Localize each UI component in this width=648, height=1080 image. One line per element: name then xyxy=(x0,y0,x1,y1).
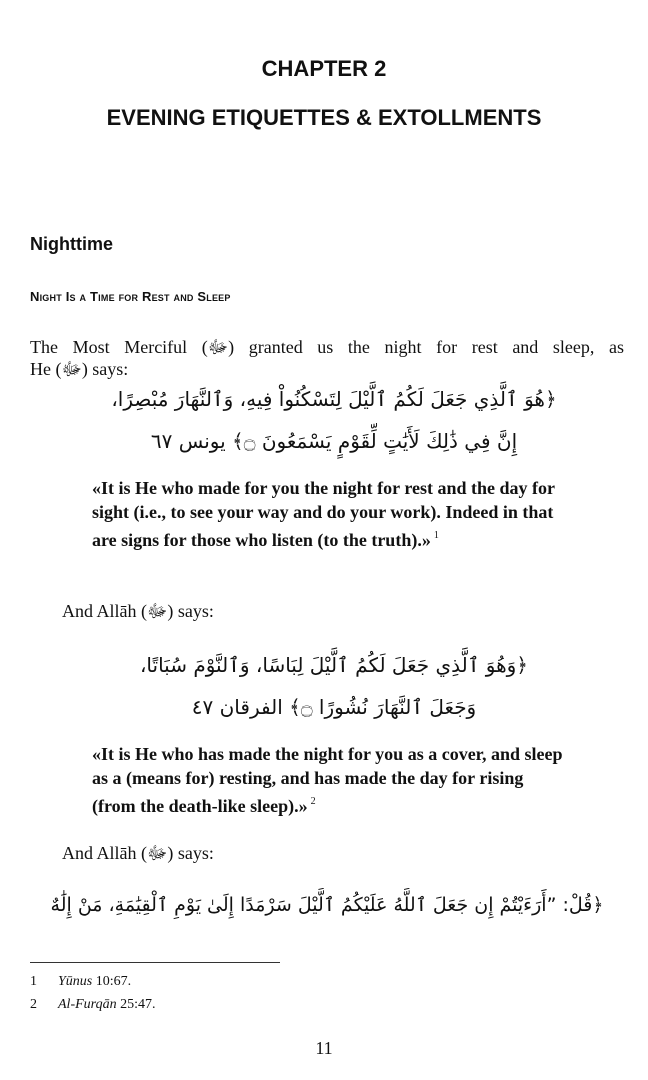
says-line-2: And Allāh (ﷻ) says: xyxy=(62,601,214,621)
footnote-divider xyxy=(30,962,280,963)
verse2-arabic-line-1: ﴿وَهُوَ ٱلَّذِي جَعَلَ لَكُمُ ٱلَّيْلَ لِبَاسًا، وَٱلنَّوْمَ سُبَاتًا، xyxy=(139,653,529,677)
intro-paragraph xyxy=(30,336,624,380)
verse1-arabic-line-2: إِنَّ فِي ذَٰلِكَ لَأَيَٰتٍ لِّقَوْمٍ يَسْمَعُونَ ۝﴾ يونس ٦٧ xyxy=(150,429,518,453)
verse1-translation-text: «It is He who made for you the night for rest and the day for sight (i.e., to see your way and do your work). Indeed in that are signs for those who listen (to the truth).» xyxy=(92,478,555,550)
footnote-2-source: Al-Furqān xyxy=(58,997,117,1012)
footnote-1-number: 1 xyxy=(30,974,37,989)
intro-line-2: He (ﷻ) says: xyxy=(30,359,129,379)
page-number: 11 xyxy=(315,1038,333,1058)
chapter-number: CHAPTER 2 xyxy=(261,56,387,81)
chapter-title: EVENING ETIQUETTES & EXTOLLMENTS xyxy=(106,105,542,130)
verse1-arabic-line-1: ﴿هُوَ ٱلَّذِي جَعَلَ لَكُمُ ٱلَّيْلَ لِتَسْكُنُواْ فِيهِ، وَٱلنَّهَارَ مُبْصِرًا، xyxy=(111,387,557,411)
footnote-1 xyxy=(30,974,131,990)
footnote-ref-2[interactable]: 2 xyxy=(310,796,316,807)
footnote-1-ref: 10:67. xyxy=(92,974,132,989)
subsection-title: Night Is a Time for Rest and Sleep xyxy=(30,289,231,304)
footnote-2-ref: 25:47. xyxy=(116,997,156,1012)
says-line-3: And Allāh (ﷻ) says: xyxy=(62,843,214,863)
verse1-translation xyxy=(92,476,564,552)
footnote-ref-1[interactable]: 1 xyxy=(433,530,439,541)
footnote-2-number: 2 xyxy=(30,997,37,1012)
verse2-arabic-line-2: وَجَعَلَ ٱلنَّهَارَ نُشُورًا ۝﴾ الفرقان ٤٧ xyxy=(191,695,477,719)
verse3-arabic-line-1: ﴿قُلْ: ”أَرَءَيْتُمْ إِن جَعَلَ ٱللَّهُ عَلَيْكُمُ ٱلَّيْلَ سَرْمَدًا إِلَىٰ يَوْمِ ٱلْقِيَٰمَةِ، مَنْ إِلَٰهٌ xyxy=(50,894,604,916)
footnote-2 xyxy=(30,997,155,1013)
section-title: Nighttime xyxy=(30,234,113,254)
footnote-1-source: Yūnus xyxy=(58,974,93,989)
verse2-translation xyxy=(92,742,564,818)
verse2-translation-text: «It is He who has made the night for you as a cover, and sleep as a (means for) resting, and has made the day for rising (from the death-like sleep).» xyxy=(92,744,563,816)
intro-line-1: The Most Merciful (ﷻ) granted us the night for rest and sleep, as xyxy=(30,337,624,357)
